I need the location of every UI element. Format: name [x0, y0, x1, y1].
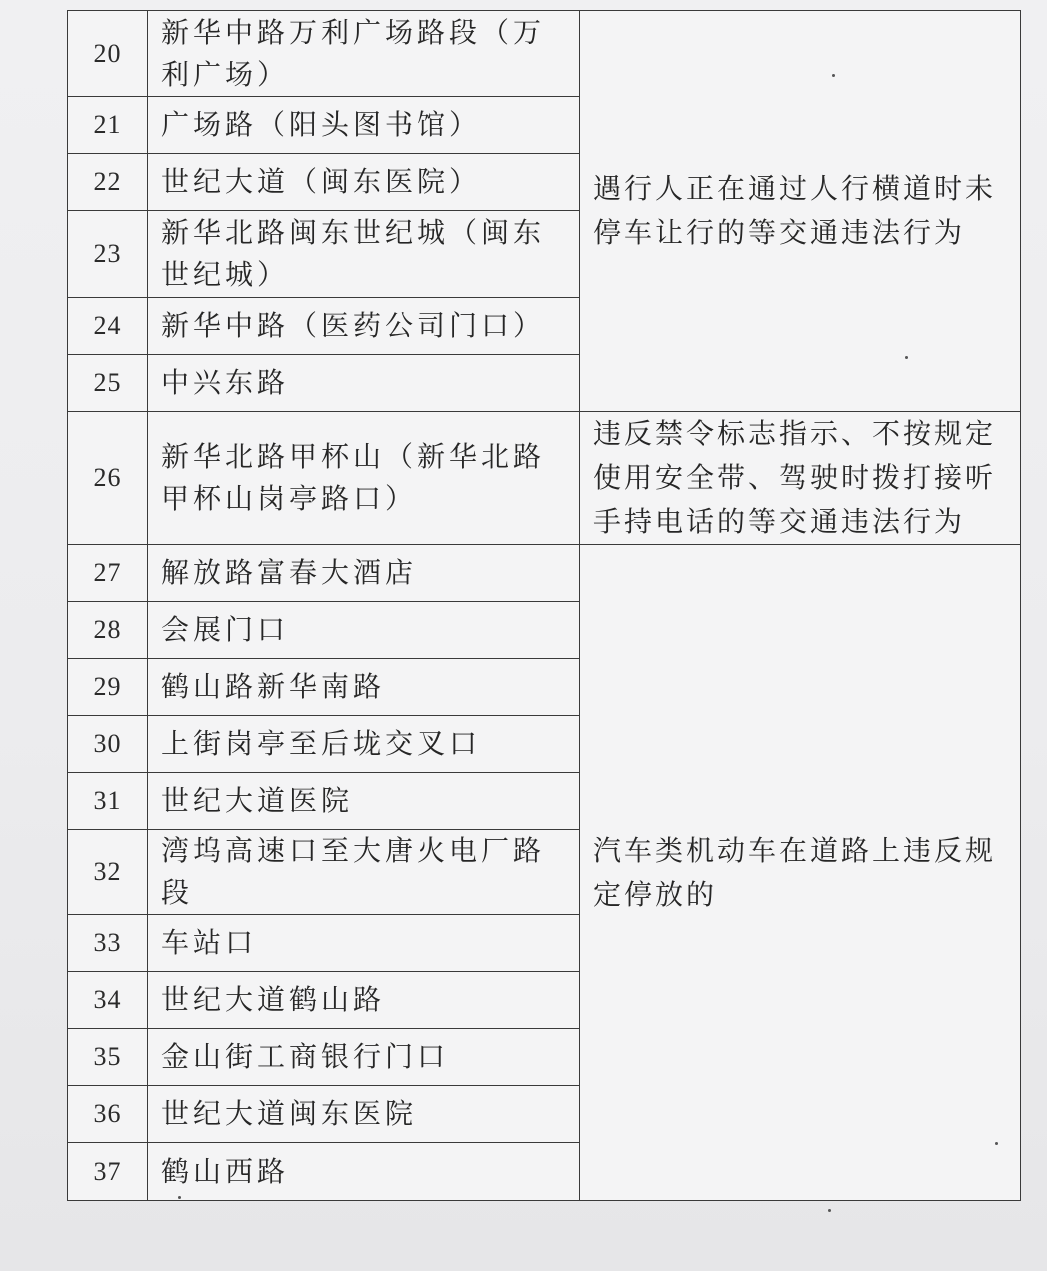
scan-speck — [905, 356, 908, 359]
violation-type-cell: 遇行人正在通过人行横道时未停车让行的等交通违法行为 — [580, 11, 1021, 412]
row-number: 34 — [68, 972, 148, 1029]
location-cell: 中兴东路 — [148, 355, 580, 412]
location-cell: 金山街工商银行门口 — [148, 1029, 580, 1086]
row-number: 32 — [68, 830, 148, 915]
row-number: 21 — [68, 97, 148, 154]
location-cell: 世纪大道医院 — [148, 773, 580, 830]
table-row — [68, 545, 1021, 602]
scan-speck — [832, 74, 835, 77]
location-cell: 广场路（阳头图书馆） — [148, 97, 580, 154]
location-cell: 鹤山西路 — [148, 1143, 580, 1201]
document-sheet — [67, 10, 1021, 1188]
violation-locations-table — [67, 10, 1021, 1201]
location-cell: 新华北路闽东世纪城（闽东世纪城） — [148, 211, 580, 298]
location-cell: 车站口 — [148, 915, 580, 972]
location-cell: 鹤山路新华南路 — [148, 659, 580, 716]
location-cell: 新华北路甲杯山（新华北路甲杯山岗亭路口） — [148, 412, 580, 545]
location-cell: 湾坞高速口至大唐火电厂路段 — [148, 830, 580, 915]
row-number: 29 — [68, 659, 148, 716]
row-number: 28 — [68, 602, 148, 659]
location-cell: 解放路富春大酒店 — [148, 545, 580, 602]
row-number: 24 — [68, 298, 148, 355]
scan-speck — [828, 1209, 831, 1212]
location-cell: 新华中路万利广场路段（万利广场） — [148, 11, 580, 97]
table-row — [68, 11, 1021, 97]
location-cell: 世纪大道（闽东医院） — [148, 154, 580, 211]
row-number: 35 — [68, 1029, 148, 1086]
scan-speck — [995, 1142, 998, 1145]
row-number: 36 — [68, 1086, 148, 1143]
row-number: 27 — [68, 545, 148, 602]
violation-type-cell: 违反禁令标志指示、不按规定使用安全带、驾驶时拨打接听手持电话的等交通违法行为 — [580, 412, 1021, 545]
row-number: 20 — [68, 11, 148, 97]
row-number: 25 — [68, 355, 148, 412]
table-row — [68, 412, 1021, 545]
scan-speck — [178, 1196, 181, 1199]
location-cell: 世纪大道闽东医院 — [148, 1086, 580, 1143]
row-number: 23 — [68, 211, 148, 298]
row-number: 22 — [68, 154, 148, 211]
row-number: 30 — [68, 716, 148, 773]
location-cell: 世纪大道鹤山路 — [148, 972, 580, 1029]
row-number: 33 — [68, 915, 148, 972]
location-cell: 上街岗亭至后垅交叉口 — [148, 716, 580, 773]
location-cell: 新华中路（医药公司门口） — [148, 298, 580, 355]
row-number: 31 — [68, 773, 148, 830]
row-number: 37 — [68, 1143, 148, 1201]
row-number: 26 — [68, 412, 148, 545]
violation-type-cell: 汽车类机动车在道路上违反规定停放的 — [580, 545, 1021, 1201]
location-cell: 会展门口 — [148, 602, 580, 659]
